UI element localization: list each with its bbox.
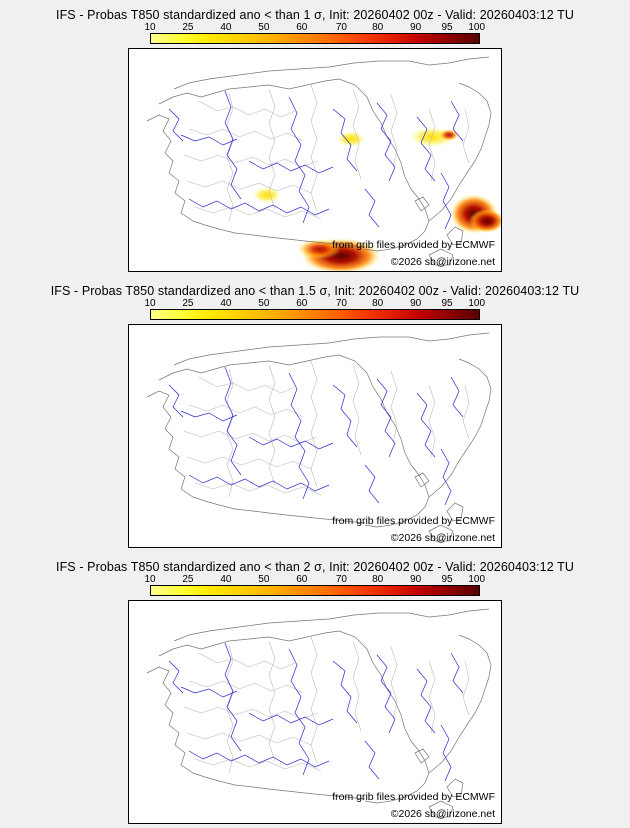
map-canvas-3[interactable] bbox=[128, 600, 502, 824]
colorbar-tick: 100 bbox=[468, 574, 486, 585]
colorbar-labels-2 bbox=[144, 298, 486, 309]
forecast-panel-1 bbox=[0, 0, 630, 276]
forecast-panel-3 bbox=[0, 552, 630, 828]
ecmwf-credit-1: from grib files provided by ECMWF bbox=[332, 239, 495, 251]
colorbar-gradient-3 bbox=[150, 585, 480, 596]
colorbar-3 bbox=[144, 574, 486, 596]
colorbar-gradient-1 bbox=[150, 33, 480, 44]
colorbar-tick: 95 bbox=[441, 298, 453, 309]
colorbar-tick: 70 bbox=[335, 22, 347, 33]
panel-title-3: IFS - Probas T850 standardized ano < than 2 σ, Init: 20260402 00z - Valid: 20260403:12 TU bbox=[56, 560, 574, 574]
map-canvas-2[interactable] bbox=[128, 324, 502, 548]
colorbar-tick: 40 bbox=[220, 298, 232, 309]
colorbar-tick: 90 bbox=[410, 574, 422, 585]
ecmwf-credit-3: from grib files provided by ECMWF bbox=[332, 791, 495, 803]
map-canvas-1[interactable] bbox=[128, 48, 502, 272]
colorbar-tick: 60 bbox=[296, 298, 308, 309]
author-credit-3: ©2026 sb@irizone.net bbox=[390, 808, 495, 820]
colorbar-tick: 25 bbox=[182, 574, 194, 585]
colorbar-tick: 50 bbox=[258, 298, 270, 309]
coastlines-2 bbox=[147, 333, 491, 541]
colorbar-tick: 70 bbox=[335, 298, 347, 309]
author-credit-2: ©2026 sb@irizone.net bbox=[390, 532, 495, 544]
colorbar-tick: 60 bbox=[296, 22, 308, 33]
colorbar-tick: 95 bbox=[441, 574, 453, 585]
colorbar-gradient-2 bbox=[150, 309, 480, 320]
colorbar-tick: 10 bbox=[144, 298, 156, 309]
colorbar-tick: 10 bbox=[144, 22, 156, 33]
colorbar-tick: 10 bbox=[144, 574, 156, 585]
colorbar-tick: 100 bbox=[468, 22, 486, 33]
colorbar-tick: 40 bbox=[220, 574, 232, 585]
colorbar-labels-1 bbox=[144, 22, 486, 33]
forecast-panel-2 bbox=[0, 276, 630, 552]
colorbar-tick: 90 bbox=[410, 22, 422, 33]
map-graphic-2 bbox=[129, 325, 501, 547]
colorbar-tick: 80 bbox=[372, 22, 384, 33]
colorbar-tick: 25 bbox=[182, 22, 194, 33]
colorbar-tick: 100 bbox=[468, 298, 486, 309]
colorbar-tick: 95 bbox=[441, 22, 453, 33]
colorbar-1 bbox=[144, 22, 486, 44]
colorbar-tick: 80 bbox=[372, 574, 384, 585]
colorbar-tick: 60 bbox=[296, 574, 308, 585]
colorbar-tick: 25 bbox=[182, 298, 194, 309]
colorbar-tick: 70 bbox=[335, 574, 347, 585]
colorbar-tick: 40 bbox=[220, 22, 232, 33]
colorbar-labels-3 bbox=[144, 574, 486, 585]
panel-title-2: IFS - Probas T850 standardized ano < than 1.5 σ, Init: 20260402 00z - Valid: 20260403:12 TU bbox=[50, 284, 580, 298]
colorbar-tick: 80 bbox=[372, 298, 384, 309]
colorbar-tick: 90 bbox=[410, 298, 422, 309]
ecmwf-credit-2: from grib files provided by ECMWF bbox=[332, 515, 495, 527]
panel-title-1: IFS - Probas T850 standardized ano < than 1 σ, Init: 20260402 00z - Valid: 20260403:12 TU bbox=[56, 8, 574, 22]
author-credit-1: ©2026 sb@irizone.net bbox=[390, 256, 495, 268]
colorbar-2 bbox=[144, 298, 486, 320]
admin-boundaries-1 bbox=[184, 85, 469, 221]
map-graphic-1 bbox=[129, 49, 501, 271]
coastlines-1 bbox=[147, 57, 491, 265]
colorbar-tick: 50 bbox=[258, 574, 270, 585]
admin-boundaries-2 bbox=[184, 361, 469, 497]
map-graphic-3 bbox=[129, 601, 501, 823]
coastlines-3 bbox=[147, 609, 491, 817]
admin-boundaries-3 bbox=[184, 637, 469, 773]
colorbar-tick: 50 bbox=[258, 22, 270, 33]
